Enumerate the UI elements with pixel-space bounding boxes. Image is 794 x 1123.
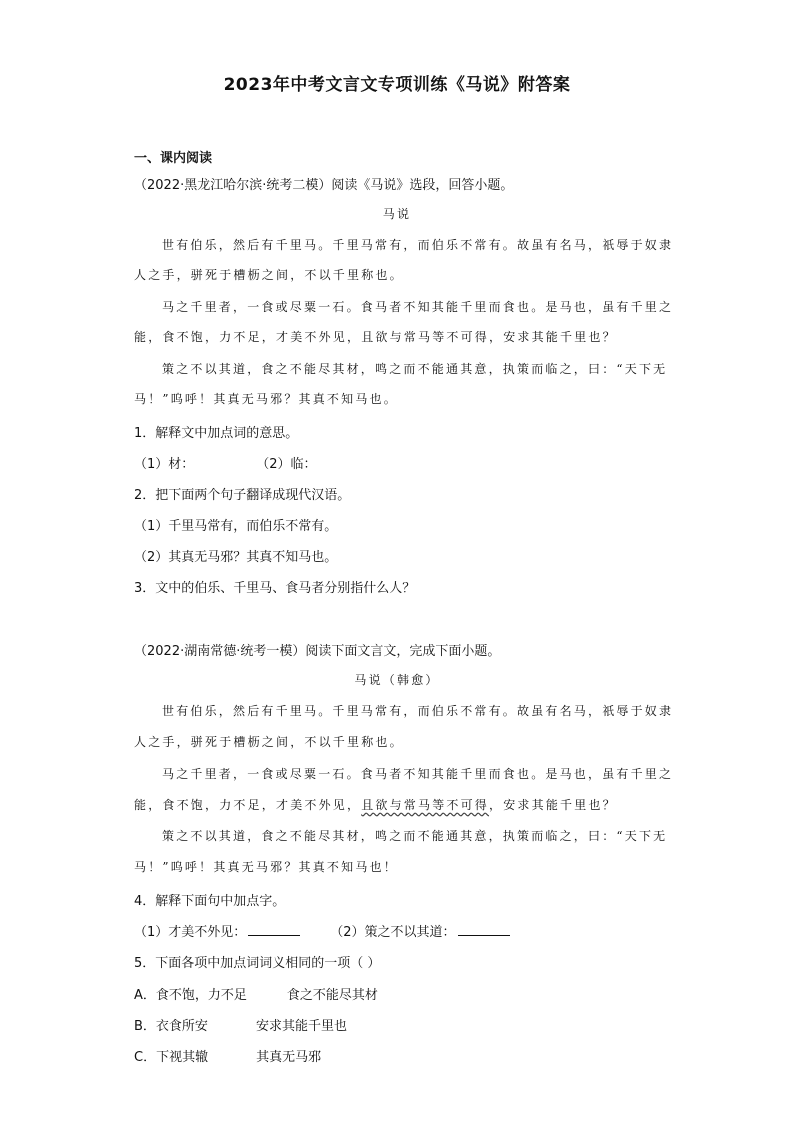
q2-item-a: （1）千里马常有，而伯乐不常有。 xyxy=(134,519,338,534)
passage1-line: 策之不以其道，食之不能尽其材，鸣之而不能通其意，执策而临之，曰：“天下无 xyxy=(162,362,668,376)
option-left: 衣食所安 xyxy=(155,1019,208,1034)
passage1-line: 人之手，骈死于槽枥之间，不以千里称也。 xyxy=(134,268,404,282)
answer-blank xyxy=(248,934,300,936)
option-left: 食不饱，力不足 xyxy=(155,988,247,1003)
option-right: 其真无马邪 xyxy=(256,1050,322,1065)
option-row xyxy=(134,984,378,1003)
question-1: 1．解释文中加点词的意思。 xyxy=(134,426,299,441)
passage1-line: 马！”呜呼！其真无马邪？其真不知马也。 xyxy=(134,392,398,406)
option-label: B． xyxy=(134,1019,156,1034)
passage1-heading: 马说 xyxy=(382,207,412,221)
q4-item-a: （1）才美不外见： xyxy=(134,925,247,940)
passage1-line: 马之千里者，一食或尽粟一石。食马者不知其能千里而食也。是马也，虽有千里之 xyxy=(162,300,674,314)
passage1-line: 能，食不饱，力不足，才美不外见，且欲与常马等不可得，安求其能千里也？ xyxy=(134,330,617,344)
passage2-text: 能，食不饱，力不足，才美不外见， xyxy=(134,798,362,812)
question-2: 2．把下面两个句子翻译成现代汉语。 xyxy=(134,488,351,503)
q1-item-a: （1）材： xyxy=(134,457,195,472)
question-4: 4．解释下面句中加点字。 xyxy=(134,894,286,909)
passage2-line: 人之手，骈死于槽枥之间，不以千里称也。 xyxy=(134,735,404,749)
question-1-items xyxy=(134,453,317,472)
passage2-line xyxy=(134,796,617,813)
question-3: 3．文中的伯乐、千里马、食马者分别指什么人？ xyxy=(134,581,416,596)
question-4-items xyxy=(134,921,510,940)
passage2-text: ，安求其能千里也？ xyxy=(489,798,617,812)
option-row xyxy=(134,1015,347,1034)
question-5: 5．下面各项中加点词词义相同的一项（ ） xyxy=(134,956,381,971)
option-right: 食之不能尽其材 xyxy=(286,988,378,1003)
q2-item-b: （2）其真无马邪？其真不知马也。 xyxy=(134,550,338,565)
passage1-line: 世有伯乐，然后有千里马。千里马常有，而伯乐不常有。故虽有名马，祇辱于奴隶 xyxy=(162,238,674,252)
wavy-underlined-phrase: 且欲与常马等不可得 xyxy=(361,798,490,812)
q1-item-b: （2）临： xyxy=(256,457,317,472)
passage2-line: 策之不以其道，食之不能尽其材，鸣之而不能通其意，执策而临之，曰：“天下无 xyxy=(162,829,668,843)
page-title: 2023年中考文言文专项训练《马说》附答案 xyxy=(223,75,571,95)
question-intro-2: （2022·湖南常德·统考一模）阅读下面文言文，完成下面小题。 xyxy=(134,644,501,659)
passage2-line: 马之千里者，一食或尽粟一石。食马者不知其能千里而食也。是马也，虽有千里之 xyxy=(162,767,674,781)
passage2-heading: 马说（韩愈） xyxy=(354,673,440,687)
question-intro-1: （2022·黑龙江哈尔滨·统考二模）阅读《马说》选段，回答小题。 xyxy=(134,178,514,193)
option-label: C． xyxy=(134,1050,157,1065)
passage2-line: 马！”呜呼！其真无马邪？其真不知马也！ xyxy=(134,860,398,874)
answer-blank xyxy=(458,934,510,936)
option-left: 下视其辙 xyxy=(156,1050,209,1065)
q4-item-b: （2）策之不以其道： xyxy=(330,925,456,940)
option-right: 安求其能千里也 xyxy=(255,1019,347,1034)
option-row xyxy=(134,1046,321,1065)
passage2-line: 世有伯乐，然后有千里马。千里马常有，而伯乐不常有。故虽有名马，祇辱于奴隶 xyxy=(162,704,674,718)
option-label: A． xyxy=(134,988,156,1003)
section-heading: 一、课内阅读 xyxy=(134,151,213,166)
